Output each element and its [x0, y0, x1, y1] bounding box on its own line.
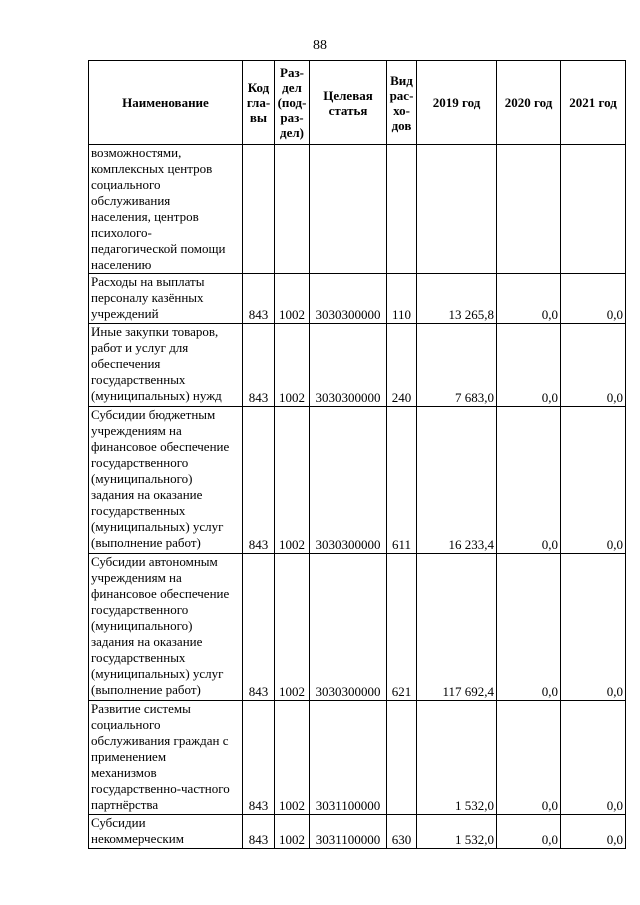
row-code: 843	[243, 274, 275, 324]
row-target: 3030300000	[310, 407, 387, 554]
row-2021: 0,0	[561, 274, 626, 324]
row-name: Субсидии автономным учреждениям на финансовое обеспечение государственного (муниципального) задания на оказание государственных (муниципальных) услуг (выполнение работ)	[89, 554, 243, 701]
row-section: 1002	[275, 274, 310, 324]
row-2020: 0,0	[497, 324, 561, 407]
row-expense-type: 110	[387, 274, 417, 324]
row-code: 843	[243, 701, 275, 815]
row-2021: 0,0	[561, 815, 626, 849]
row-2020: 0,0	[497, 815, 561, 849]
row-target: 3031100000	[310, 815, 387, 849]
row-2019	[417, 145, 497, 274]
row-2020: 0,0	[497, 554, 561, 701]
row-2019: 117 692,4	[417, 554, 497, 701]
header-2020: 2020 год	[497, 61, 561, 145]
table-row	[89, 701, 626, 815]
row-2021: 0,0	[561, 554, 626, 701]
row-name: Иные закупки товаров, работ и услуг для обеспечения государственных (муниципальных) нужд	[89, 324, 243, 407]
row-2019: 13 265,8	[417, 274, 497, 324]
row-2019: 1 532,0	[417, 815, 497, 849]
page-number: 88	[313, 38, 327, 53]
row-expense-type: 611	[387, 407, 417, 554]
row-section: 1002	[275, 324, 310, 407]
row-2020: 0,0	[497, 407, 561, 554]
row-name: Субсидии некоммерческим	[89, 815, 243, 849]
row-2019: 16 233,4	[417, 407, 497, 554]
row-target: 3031100000	[310, 701, 387, 815]
row-expense-type: 240	[387, 324, 417, 407]
row-code	[243, 145, 275, 274]
row-expense-type	[387, 145, 417, 274]
row-expense-type: 621	[387, 554, 417, 701]
row-2021: 0,0	[561, 324, 626, 407]
row-target: 3030300000	[310, 554, 387, 701]
row-code: 843	[243, 554, 275, 701]
row-section: 1002	[275, 407, 310, 554]
row-name: Расходы на выплаты персоналу казённых учреждений	[89, 274, 243, 324]
table-row	[89, 815, 626, 849]
row-2019: 1 532,0	[417, 701, 497, 815]
row-2019: 7 683,0	[417, 324, 497, 407]
row-target: 3030300000	[310, 274, 387, 324]
table-row	[89, 274, 626, 324]
header-row	[89, 61, 626, 145]
row-expense-type: 630	[387, 815, 417, 849]
budget-table	[88, 60, 626, 849]
row-name: Субсидии бюджетным учреждениям на финансовое обеспечение государственного (муниципального) задания на оказание государственных (муниципальных) услуг (выполнение работ)	[89, 407, 243, 554]
row-expense-type	[387, 701, 417, 815]
row-code: 843	[243, 407, 275, 554]
header-target: Целевая статья	[310, 61, 387, 145]
row-target: 3030300000	[310, 324, 387, 407]
row-section: 1002	[275, 815, 310, 849]
table-row	[89, 324, 626, 407]
row-code: 843	[243, 815, 275, 849]
row-code: 843	[243, 324, 275, 407]
row-section	[275, 145, 310, 274]
row-2020: 0,0	[497, 274, 561, 324]
row-name: Развитие системы социального обслуживания граждан с применением механизмов государственно-частного партнёрства	[89, 701, 243, 815]
row-2021: 0,0	[561, 701, 626, 815]
row-2020: 0,0	[497, 701, 561, 815]
header-section: Раз- дел (под- раз- дел)	[275, 61, 310, 145]
row-section: 1002	[275, 701, 310, 815]
table-row	[89, 407, 626, 554]
row-2020	[497, 145, 561, 274]
row-target	[310, 145, 387, 274]
row-2021	[561, 145, 626, 274]
header-code: Код гла- вы	[243, 61, 275, 145]
row-name: возможностями, комплексных центров социального обслуживания населения, центров психолого- педагогической помощи населению	[89, 145, 243, 274]
table-row	[89, 145, 626, 274]
header-expense-type: Вид рас- хо- дов	[387, 61, 417, 145]
header-2021: 2021 год	[561, 61, 626, 145]
row-section: 1002	[275, 554, 310, 701]
header-2019: 2019 год	[417, 61, 497, 145]
header-name: Наименование	[89, 61, 243, 145]
row-2021: 0,0	[561, 407, 626, 554]
table-row	[89, 554, 626, 701]
